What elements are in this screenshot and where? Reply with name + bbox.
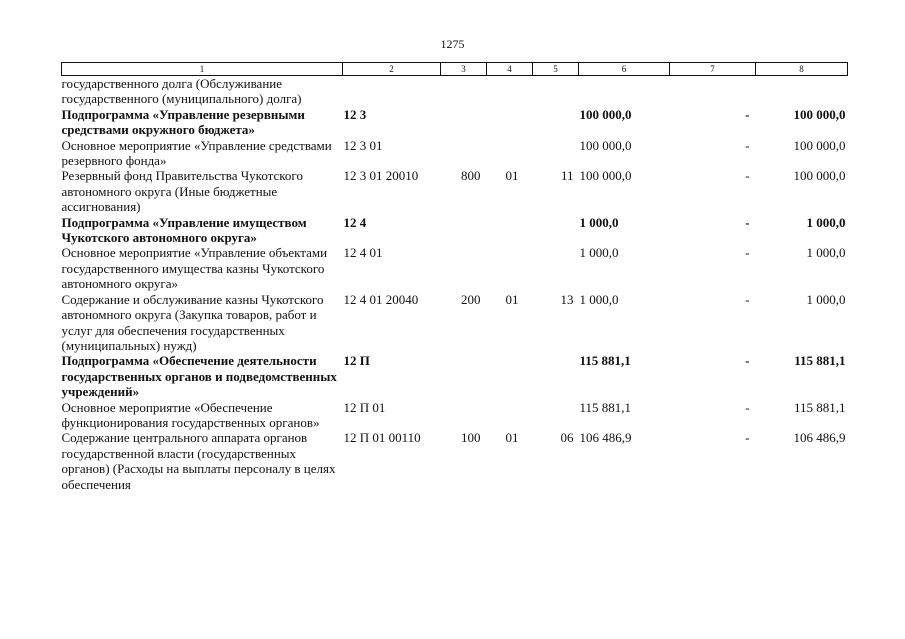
row-amount: 115 881,1 — [579, 399, 632, 415]
row-subsection — [533, 215, 579, 246]
table-body — [62, 76, 848, 492]
row-name: Основное мероприятие «Управление объектами государственного имущества казны Чукотского автономного округа» — [61, 245, 328, 292]
row-name: Основное мероприятие «Управление средствами резервного фонда» — [61, 137, 332, 169]
row-section — [487, 353, 533, 399]
row-name: Подпрограмма «Управление резервными средствами окружного бюджета» — [61, 106, 305, 138]
row-section: 01 — [505, 430, 519, 446]
row-name: Подпрограмма «Управление имуществом Чукотского автономного округа» — [61, 214, 307, 246]
row-expense-type — [441, 107, 487, 138]
budget-table — [61, 62, 848, 492]
row-total: 1 000,0 — [806, 291, 846, 307]
row-change: - — [745, 245, 750, 261]
column-header-7: 7 — [670, 63, 756, 76]
column-header-5: 5 — [533, 63, 579, 76]
row-name: Подпрограмма «Обеспечение деятельности государственных органов и подведомственных учреждений» — [61, 353, 337, 400]
row-total: 100 000,0 — [793, 168, 846, 184]
table-row — [62, 107, 848, 138]
row-change: - — [745, 106, 750, 122]
row-code: 12 3 — [343, 106, 367, 122]
row-total: 115 881,1 — [793, 399, 846, 415]
table-row — [62, 400, 848, 431]
row-change: - — [745, 214, 750, 230]
row-change: - — [745, 430, 750, 446]
table-row — [62, 215, 848, 246]
row-subsection: 13 — [560, 291, 574, 307]
column-header-6: 6 — [579, 63, 670, 76]
row-change: - — [745, 137, 750, 153]
column-header-2: 2 — [343, 63, 441, 76]
row-amount: 106 486,9 — [579, 430, 632, 446]
row-expense-type — [441, 245, 487, 291]
row-code: 12 П 01 — [343, 399, 386, 415]
row-code: 12 4 01 20040 — [343, 291, 419, 307]
row-subsection — [533, 138, 579, 169]
row-code: 12 3 01 — [343, 137, 383, 153]
row-amount: 1 000,0 — [579, 291, 619, 307]
row-amount: 100 000,0 — [579, 168, 632, 184]
table-row — [62, 245, 848, 291]
row-amount: 115 881,1 — [579, 353, 631, 369]
row-total: 100 000,0 — [793, 106, 846, 122]
row-total: 115 881,1 — [794, 353, 846, 369]
row-change: - — [745, 168, 750, 184]
row-amount: 1 000,0 — [579, 214, 619, 230]
row-change: - — [745, 353, 750, 369]
row-expense-type — [441, 215, 487, 246]
row-expense-type: 800 — [461, 168, 481, 184]
page-number: 1275 — [440, 37, 465, 51]
row-amount: 100 000,0 — [579, 137, 632, 153]
row-name: Резервный фонд Правительства Чукотского автономного округа (Иные бюджетные ассигнования) — [61, 168, 303, 215]
row-change — [670, 76, 756, 107]
row-section — [487, 76, 533, 107]
column-header-4: 4 — [487, 63, 533, 76]
row-section — [487, 400, 533, 431]
table-row — [62, 353, 848, 399]
row-amount: 1 000,0 — [579, 245, 619, 261]
row-code — [343, 76, 441, 107]
row-amount: 100 000,0 — [579, 106, 632, 122]
row-name: Основное мероприятие «Обеспечение функционирования государственных органов» — [61, 399, 320, 430]
row-expense-type: 100 — [461, 430, 481, 446]
row-total: 1 000,0 — [806, 214, 846, 230]
row-name: Содержание центрального аппарата органов государственной власти (государственных органов) (Расходы на выплаты персоналу в целях обеспечения — [61, 430, 336, 492]
row-total: 100 000,0 — [793, 137, 846, 153]
table-row — [62, 138, 848, 169]
row-expense-type — [441, 76, 487, 107]
row-expense-type: 200 — [461, 291, 481, 307]
row-subsection — [533, 245, 579, 291]
row-code: 12 П — [343, 353, 370, 369]
row-subsection — [533, 353, 579, 399]
row-change: - — [745, 399, 750, 415]
row-code: 12 4 01 — [343, 245, 383, 261]
row-subsection — [533, 107, 579, 138]
row-code: 12 П 01 00110 — [343, 430, 421, 446]
table-row — [62, 430, 848, 492]
row-subsection: 11 — [560, 168, 574, 184]
column-header-3: 3 — [441, 63, 487, 76]
row-subsection — [533, 76, 579, 107]
row-code: 12 4 — [343, 214, 367, 230]
row-expense-type — [441, 400, 487, 431]
row-name: Содержание и обслуживание казны Чукотского автономного округа (Закупка товаров, работ и услуг для обеспечения государственных (муниципальных) нужд) — [61, 291, 324, 353]
row-name: государственного долга (Обслуживание государственного (муниципального) долга) — [61, 76, 302, 107]
row-section — [487, 107, 533, 138]
row-section — [487, 138, 533, 169]
row-total — [756, 76, 848, 107]
table-row — [62, 76, 848, 107]
column-header-8: 8 — [756, 63, 848, 76]
row-section: 01 — [505, 291, 519, 307]
column-header-1: 1 — [62, 63, 343, 76]
row-total: 1 000,0 — [806, 245, 846, 261]
row-section — [487, 215, 533, 246]
row-subsection: 06 — [560, 430, 574, 446]
row-section: 01 — [505, 168, 519, 184]
row-change: - — [745, 291, 750, 307]
table-row — [62, 292, 848, 354]
table-row — [62, 168, 848, 214]
row-section — [487, 245, 533, 291]
row-amount — [579, 76, 670, 107]
column-number-header — [62, 63, 848, 76]
row-expense-type — [441, 353, 487, 399]
row-code: 12 3 01 20010 — [343, 168, 419, 184]
row-total: 106 486,9 — [793, 430, 846, 446]
row-expense-type — [441, 138, 487, 169]
row-subsection — [533, 400, 579, 431]
